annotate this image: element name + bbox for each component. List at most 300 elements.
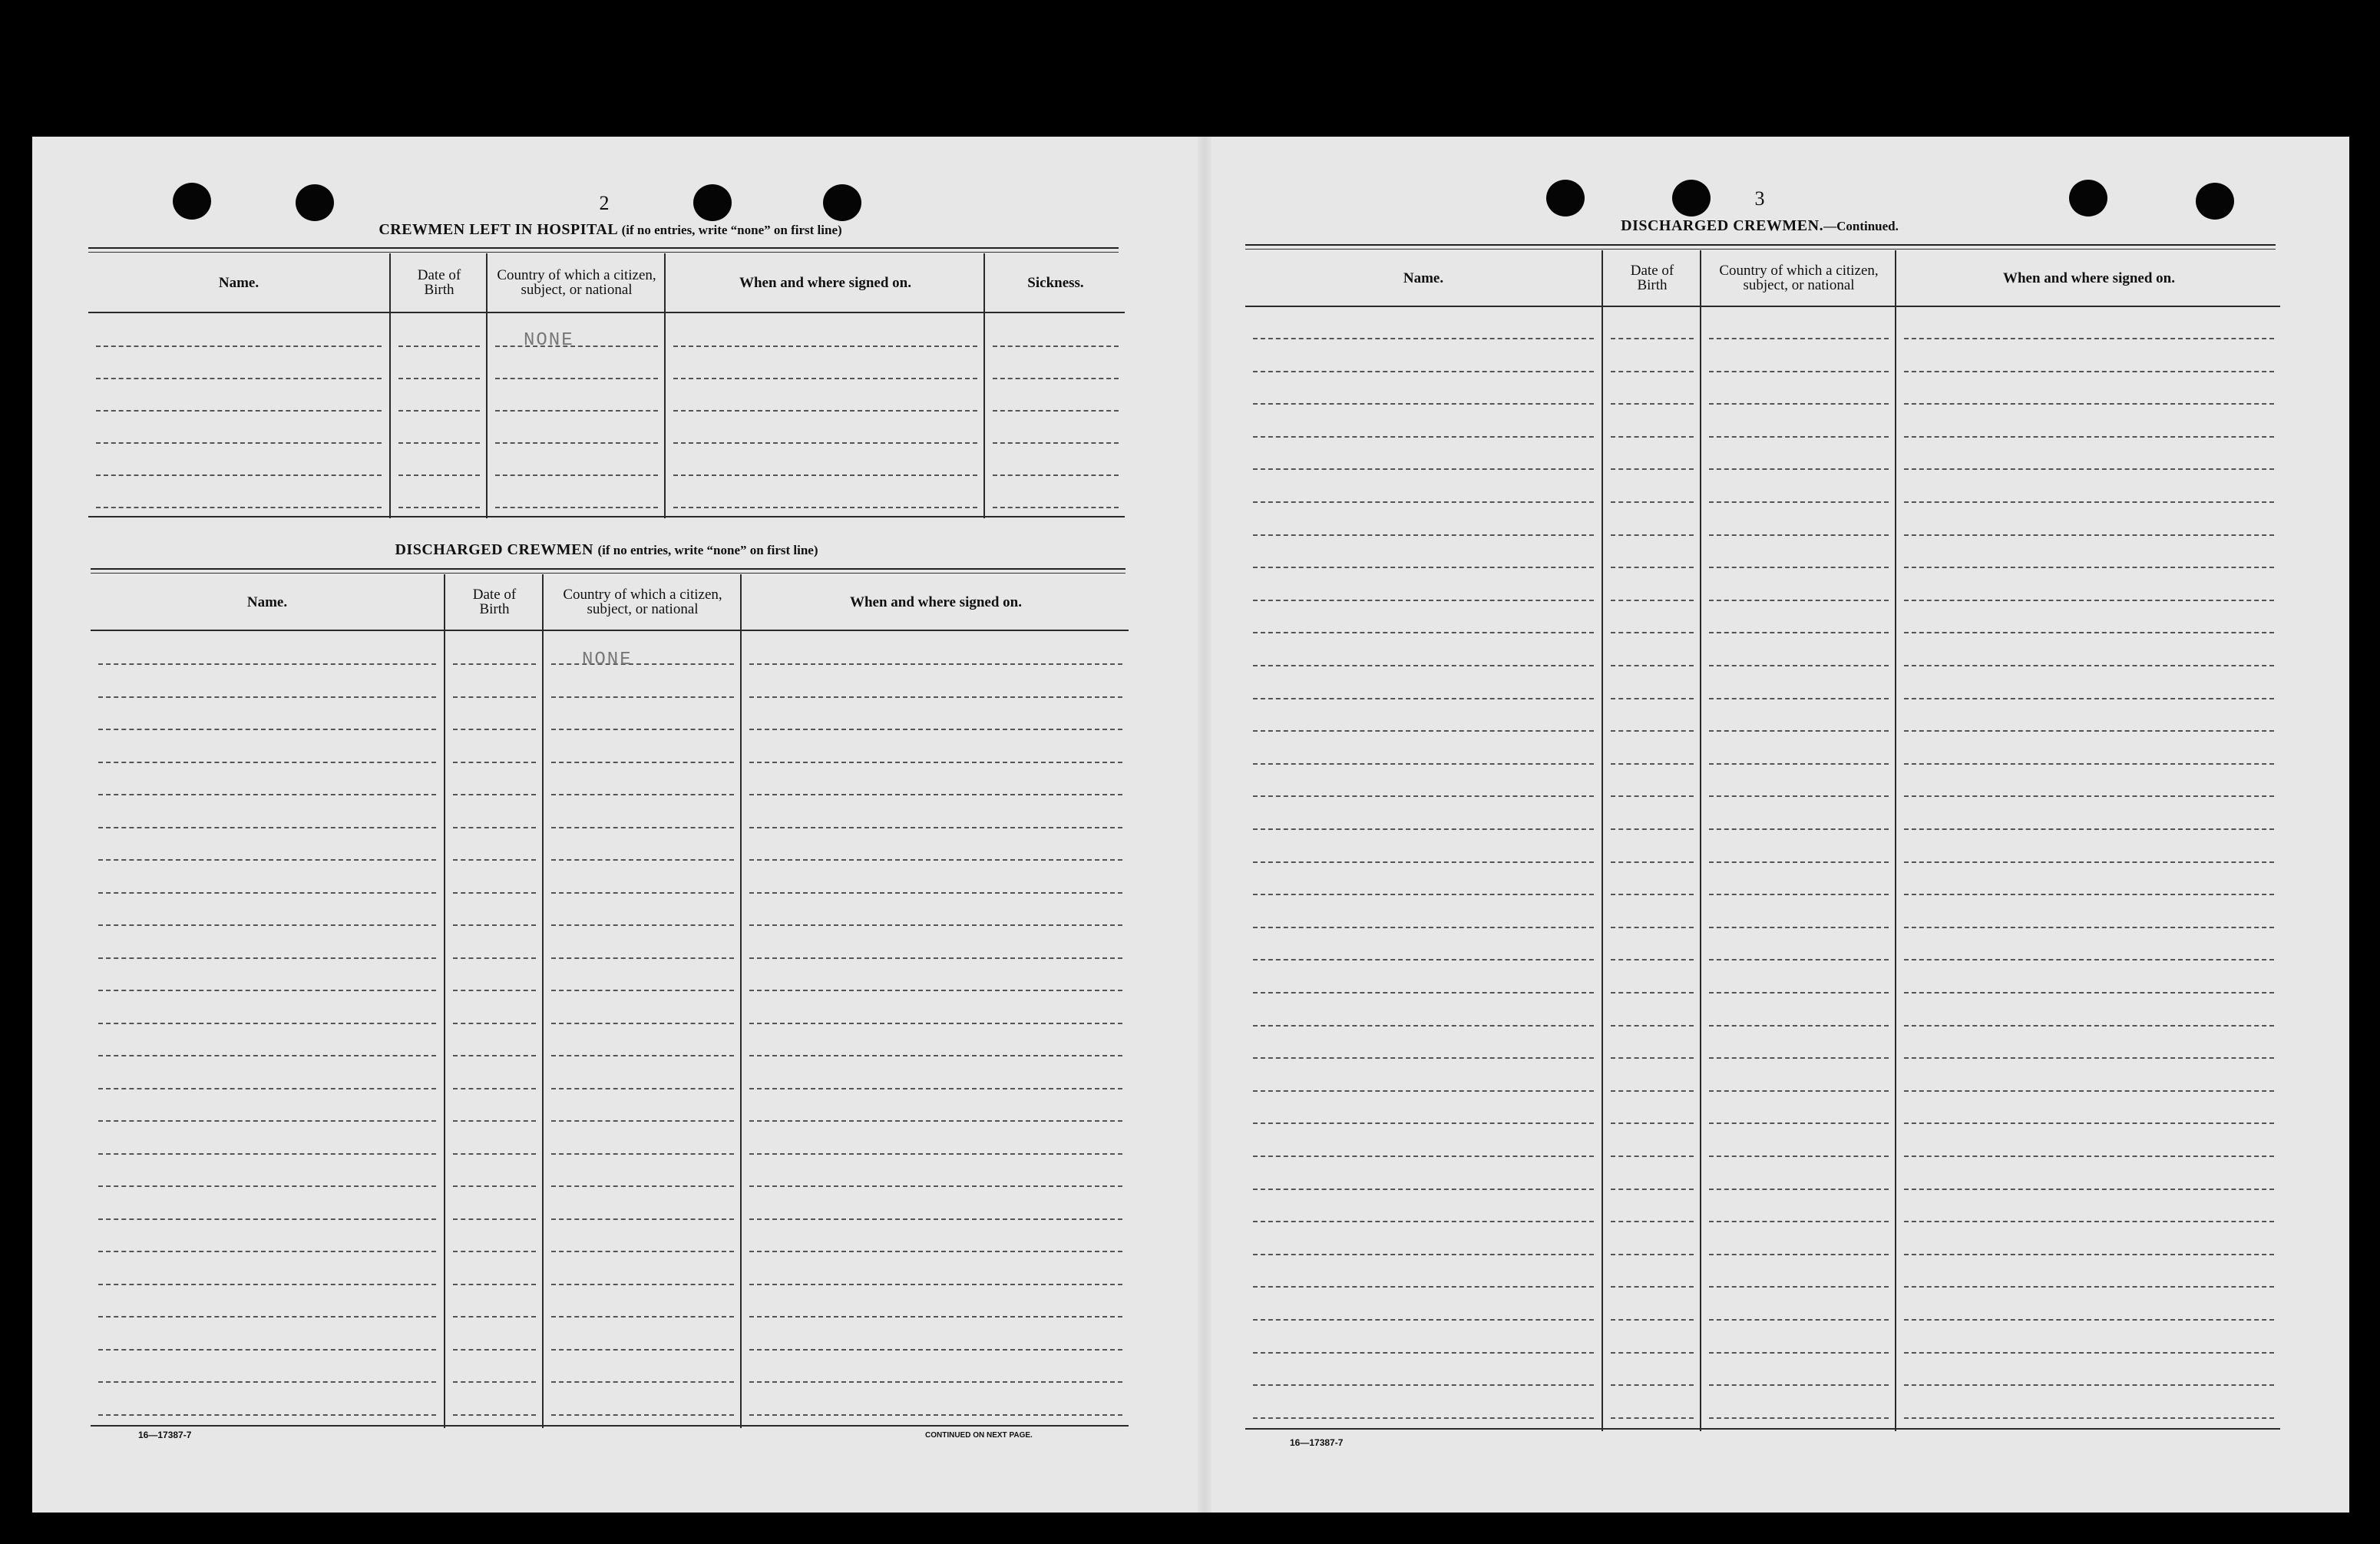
col-header-name: Name. (246, 593, 288, 610)
hospital-table (88, 253, 1125, 518)
entry-line (993, 442, 1119, 444)
entry-line (1709, 338, 1889, 339)
punch-hole (823, 184, 861, 221)
entry-line (1709, 698, 1889, 699)
entry-line (1253, 992, 1594, 994)
entry-line (1253, 534, 1594, 536)
entry-line (453, 924, 536, 926)
entry-line (749, 1055, 1122, 1056)
entry-line (98, 1218, 436, 1220)
entry-line (1904, 1090, 2274, 1092)
continued-subtitle-text: —Continued. (1823, 219, 1899, 233)
col-header-dob: Date of Birth (472, 587, 517, 617)
entry-line (453, 1414, 536, 1416)
entry-line (453, 827, 536, 828)
form-code-left: 16—17387-7 (138, 1430, 192, 1440)
entry-line (98, 859, 436, 861)
entry-line (98, 729, 436, 730)
right-top-rule-2 (1245, 249, 2276, 250)
entry-line (1611, 1156, 1694, 1157)
entry-line (1709, 959, 1889, 960)
page-number-left: 2 (599, 192, 610, 214)
entry-line (551, 892, 734, 894)
entry-line (1904, 600, 2274, 601)
entry-line (98, 892, 436, 894)
entry-line (1253, 1286, 1594, 1288)
entry-line (551, 696, 734, 698)
entry-line (1253, 1122, 1594, 1124)
col-header-sickness: Sickness. (1027, 274, 1084, 291)
entry-line (1253, 1254, 1594, 1255)
entry-line (1253, 730, 1594, 732)
entry-line (1904, 567, 2274, 568)
punch-hole (1672, 180, 1711, 217)
col-header-name: Name. (1403, 269, 1444, 286)
entry-line (1709, 763, 1889, 765)
entry-line (1611, 403, 1694, 405)
punch-hole (1546, 180, 1585, 217)
entry-line (1253, 632, 1594, 633)
col-header-name: Name. (218, 274, 259, 291)
entry-line (1253, 698, 1594, 699)
entry-line (993, 345, 1119, 347)
punch-hole (173, 183, 211, 220)
discharged-continued-title (1621, 217, 1899, 235)
entry-line (453, 729, 536, 730)
col-header-signed: When and where signed on. (2002, 269, 2175, 286)
entry-line (96, 507, 382, 508)
entry-line (749, 1088, 1122, 1089)
entry-line (1709, 1221, 1889, 1222)
entry-line (1253, 665, 1594, 666)
entry-line (453, 1185, 536, 1187)
discharged-title-text: DISCHARGED CREWMEN (395, 541, 593, 558)
entry-line (1611, 1090, 1694, 1092)
entry-line (98, 1055, 436, 1056)
hospital-top-rule-2 (88, 252, 1119, 253)
continued-note: CONTINUED ON NEXT PAGE. (925, 1431, 1033, 1440)
entry-line (1904, 698, 2274, 699)
entry-line (1611, 730, 1694, 732)
entry-line (1253, 436, 1594, 438)
page-fold (1198, 137, 1211, 1513)
entry-line (1611, 1286, 1694, 1288)
entry-line (1611, 992, 1694, 994)
entry-line (1709, 1286, 1889, 1288)
entry-line (98, 924, 436, 926)
entry-line (1611, 763, 1694, 765)
entry-line (1709, 403, 1889, 405)
entry-line (749, 1185, 1122, 1187)
discharged-table-left (91, 574, 1129, 1428)
table-bottom (1245, 1428, 2280, 1430)
entry-line (453, 990, 536, 991)
entry-line (495, 442, 658, 444)
entry-line (1709, 567, 1889, 568)
entry-line (1709, 1057, 1889, 1059)
entry-line (1253, 1319, 1594, 1321)
entry-line (1904, 1384, 2274, 1386)
entry-line (1611, 567, 1694, 568)
hospital-subtitle-text: (if no entries, write “none” on first line) (621, 223, 842, 237)
entry-line (1611, 371, 1694, 372)
entry-line (98, 1120, 436, 1122)
col-country (1700, 250, 1896, 1431)
table-bottom (91, 1425, 1129, 1427)
entry-line (1611, 1025, 1694, 1027)
entry-line (98, 1251, 436, 1252)
entry-line (1611, 1189, 1694, 1190)
entry-line (453, 892, 536, 894)
col-signed (740, 574, 1130, 1428)
entry-line (551, 990, 734, 991)
entry-line (749, 1153, 1122, 1155)
entry-line (1709, 436, 1889, 438)
entry-line (551, 762, 734, 763)
hospital-title-text: CREWMEN LEFT IN HOSPITAL (378, 221, 618, 238)
entry-line (98, 990, 436, 991)
entry-line (1709, 468, 1889, 470)
entry-line (1709, 1319, 1889, 1321)
entry-line (993, 378, 1119, 379)
entry-line (1709, 730, 1889, 732)
entry-line (398, 442, 480, 444)
entry-line (453, 1088, 536, 1089)
col-name (1245, 250, 1602, 1431)
entry-line (1611, 1254, 1694, 1255)
entry-line (1709, 828, 1889, 830)
entry-line (749, 1414, 1122, 1416)
entry-line (1253, 828, 1594, 830)
entry-line (1611, 1352, 1694, 1354)
entry-line (1709, 1417, 1889, 1419)
entry-line (1904, 1156, 2274, 1157)
entry-line (495, 507, 658, 508)
discharged-subtitle-text: (if no entries, write “none” on first line) (597, 543, 818, 557)
entry-line (551, 1120, 734, 1122)
discharged-table-right (1245, 250, 2280, 1431)
entry-line (1904, 338, 2274, 339)
form-code-right: 16—17387-7 (1290, 1437, 1344, 1448)
entry-line (98, 1088, 436, 1089)
entry-line (673, 507, 977, 508)
entry-line (1611, 338, 1694, 339)
entry-line (1709, 1254, 1889, 1255)
entry-line (749, 1120, 1122, 1122)
entry-line (1709, 861, 1889, 863)
entry-line (1904, 1221, 2274, 1222)
entry-line (993, 410, 1119, 412)
entry-line (96, 378, 382, 379)
entry-line (453, 1120, 536, 1122)
entry-line (1904, 436, 2274, 438)
entry-line (453, 794, 536, 795)
entry-line (1709, 600, 1889, 601)
entry-line (749, 729, 1122, 730)
entry-line (96, 345, 382, 347)
entry-line (673, 474, 977, 476)
col-name (88, 253, 389, 518)
entry-line (749, 990, 1122, 991)
entry-line (1611, 894, 1694, 895)
entry-line (398, 507, 480, 508)
entry-line (1253, 1090, 1594, 1092)
entry-line (98, 1023, 436, 1024)
entry-line (1253, 600, 1594, 601)
entry-line (749, 827, 1122, 828)
entry-line (453, 663, 536, 665)
entry-line (98, 663, 436, 665)
entry-line (1904, 861, 2274, 863)
entry-line (453, 1153, 536, 1155)
entry-line (749, 663, 1122, 665)
entry-line (98, 1414, 436, 1416)
entry-line (453, 1023, 536, 1024)
entry-line (749, 1316, 1122, 1318)
entry-line (1709, 534, 1889, 536)
entry-line (749, 924, 1122, 926)
continued-title-text: DISCHARGED CREWMEN. (1621, 217, 1824, 234)
entry-line (98, 696, 436, 698)
entry-line (1611, 436, 1694, 438)
col-header-dob: Date of Birth (1630, 263, 1674, 293)
col-header-signed: When and where signed on. (739, 274, 911, 291)
entry-line (495, 345, 658, 347)
col-signed (664, 253, 985, 518)
col-dob (389, 253, 488, 518)
punch-hole (2196, 183, 2234, 220)
entry-line (98, 1284, 436, 1285)
entry-line (453, 1251, 536, 1252)
entry-line (1611, 1221, 1694, 1222)
col-header-signed: When and where signed on. (849, 593, 1022, 610)
col-header-country: Country of which a citizen, subject, or national (1719, 263, 1879, 293)
entry-line (1709, 1189, 1889, 1190)
entry-line (551, 1055, 734, 1056)
entry-line (1709, 1384, 1889, 1386)
entry-line (749, 1349, 1122, 1351)
entry-line (1904, 1189, 2274, 1190)
entry-line (96, 474, 382, 476)
entry-line (1253, 927, 1594, 928)
entry-line (1253, 861, 1594, 863)
entry-line (453, 1218, 536, 1220)
entry-line (1253, 403, 1594, 405)
entry-line (1904, 632, 2274, 633)
right-top-rule (1245, 244, 2276, 246)
entry-line (1709, 501, 1889, 503)
entry-line (1253, 1384, 1594, 1386)
entry-line (453, 696, 536, 698)
entry-line (1904, 665, 2274, 666)
entry-line (749, 1284, 1122, 1285)
entry-line (551, 1153, 734, 1155)
entry-line (993, 474, 1119, 476)
entry-line (551, 1381, 734, 1383)
entry-line (1611, 1122, 1694, 1124)
table-bottom (88, 516, 1125, 517)
entry-line (1611, 665, 1694, 666)
header-divider (1245, 306, 2280, 307)
entry-line (1709, 1090, 1889, 1092)
entry-line (551, 1185, 734, 1187)
discharged-none-stamp: NONE (582, 650, 633, 670)
entry-line (1904, 371, 2274, 372)
entry-line (1611, 1417, 1694, 1419)
hospital-section-title (378, 221, 841, 239)
entry-line (98, 1381, 436, 1383)
entry-line (495, 474, 658, 476)
hospital-none-stamp: NONE (524, 330, 574, 351)
entry-line (1611, 468, 1694, 470)
entry-line (1904, 828, 2274, 830)
entry-line (98, 957, 436, 959)
entry-line (398, 345, 480, 347)
entry-line (1709, 1122, 1889, 1124)
entry-line (1611, 828, 1694, 830)
entry-line (551, 663, 734, 665)
discharged-top-rule (91, 568, 1126, 570)
entry-line (1611, 501, 1694, 503)
entry-line (1611, 698, 1694, 699)
entry-line (1253, 501, 1594, 503)
entry-line (1904, 468, 2274, 470)
col-header-country: Country of which a citizen, subject, or national (497, 267, 656, 298)
entry-line (1253, 1221, 1594, 1222)
entry-line (551, 827, 734, 828)
entry-line (1709, 632, 1889, 633)
col-header-dob: Date of Birth (417, 267, 461, 298)
entry-line (1904, 1122, 2274, 1124)
entry-line (495, 410, 658, 412)
col-country (486, 253, 666, 518)
entry-line (749, 1381, 1122, 1383)
entry-line (551, 924, 734, 926)
entry-line (551, 1414, 734, 1416)
entry-line (551, 729, 734, 730)
entry-line (551, 1088, 734, 1089)
entry-line (98, 1316, 436, 1318)
entry-line (1253, 894, 1594, 895)
entry-line (98, 1349, 436, 1351)
entry-line (1253, 1025, 1594, 1027)
entry-line (673, 345, 977, 347)
entry-line (749, 794, 1122, 795)
entry-line (1253, 1156, 1594, 1157)
entry-line (1253, 567, 1594, 568)
entry-line (1904, 1319, 2274, 1321)
entry-line (1904, 959, 2274, 960)
entry-line (1253, 371, 1594, 372)
entry-line (98, 827, 436, 828)
entry-line (453, 859, 536, 861)
entry-line (993, 507, 1119, 508)
entry-line (1253, 1189, 1594, 1190)
entry-line (1611, 534, 1694, 536)
entry-line (1904, 403, 2274, 405)
entry-line (1611, 959, 1694, 960)
entry-line (551, 794, 734, 795)
entry-line (1904, 1025, 2274, 1027)
entry-line (453, 1349, 536, 1351)
entry-line (98, 1185, 436, 1187)
entry-line (1253, 795, 1594, 797)
entry-line (1611, 927, 1694, 928)
col-dob (1602, 250, 1701, 1431)
col-dob (444, 574, 544, 1428)
entry-line (749, 957, 1122, 959)
entry-line (1611, 600, 1694, 601)
entry-line (1904, 1254, 2274, 1255)
discharged-section-title (395, 541, 818, 559)
entry-line (1253, 1057, 1594, 1059)
col-name (91, 574, 444, 1428)
entry-line (1253, 1352, 1594, 1354)
entry-line (1709, 1156, 1889, 1157)
entry-line (398, 474, 480, 476)
entry-line (1904, 992, 2274, 994)
entry-line (1709, 371, 1889, 372)
entry-line (551, 1218, 734, 1220)
col-sickness (983, 253, 1126, 518)
discharged-top-rule-2 (91, 573, 1126, 574)
entry-line (453, 762, 536, 763)
entry-line (1904, 927, 2274, 928)
entry-line (1904, 1417, 2274, 1419)
entry-line (551, 957, 734, 959)
entry-line (749, 696, 1122, 698)
punch-hole (2069, 180, 2107, 217)
entry-line (749, 1218, 1122, 1220)
entry-line (1709, 927, 1889, 928)
entry-line (1904, 1057, 2274, 1059)
entry-line (551, 1349, 734, 1351)
entry-line (453, 1316, 536, 1318)
entry-line (1611, 861, 1694, 863)
entry-line (495, 378, 658, 379)
entry-line (1709, 894, 1889, 895)
entry-line (1709, 665, 1889, 666)
entry-line (96, 442, 382, 444)
entry-line (1253, 468, 1594, 470)
entry-line (398, 410, 480, 412)
entry-line (98, 794, 436, 795)
entry-line (673, 442, 977, 444)
entry-line (1904, 534, 2274, 536)
entry-line (749, 1023, 1122, 1024)
col-country (542, 574, 742, 1428)
entry-line (551, 1316, 734, 1318)
entry-line (1253, 959, 1594, 960)
entry-line (551, 859, 734, 861)
hospital-top-rule (88, 247, 1119, 249)
entry-line (453, 1284, 536, 1285)
entry-line (1904, 894, 2274, 895)
entry-line (1611, 795, 1694, 797)
entry-line (398, 378, 480, 379)
entry-line (1611, 1057, 1694, 1059)
entry-line (1709, 1352, 1889, 1354)
page-number-right: 3 (1754, 187, 1765, 210)
entry-line (1904, 501, 2274, 503)
entry-line (1253, 763, 1594, 765)
entry-line (551, 1284, 734, 1285)
entry-line (1709, 795, 1889, 797)
col-signed (1895, 250, 2282, 1431)
entry-line (96, 410, 382, 412)
punch-hole (693, 184, 732, 221)
entry-line (1611, 632, 1694, 633)
